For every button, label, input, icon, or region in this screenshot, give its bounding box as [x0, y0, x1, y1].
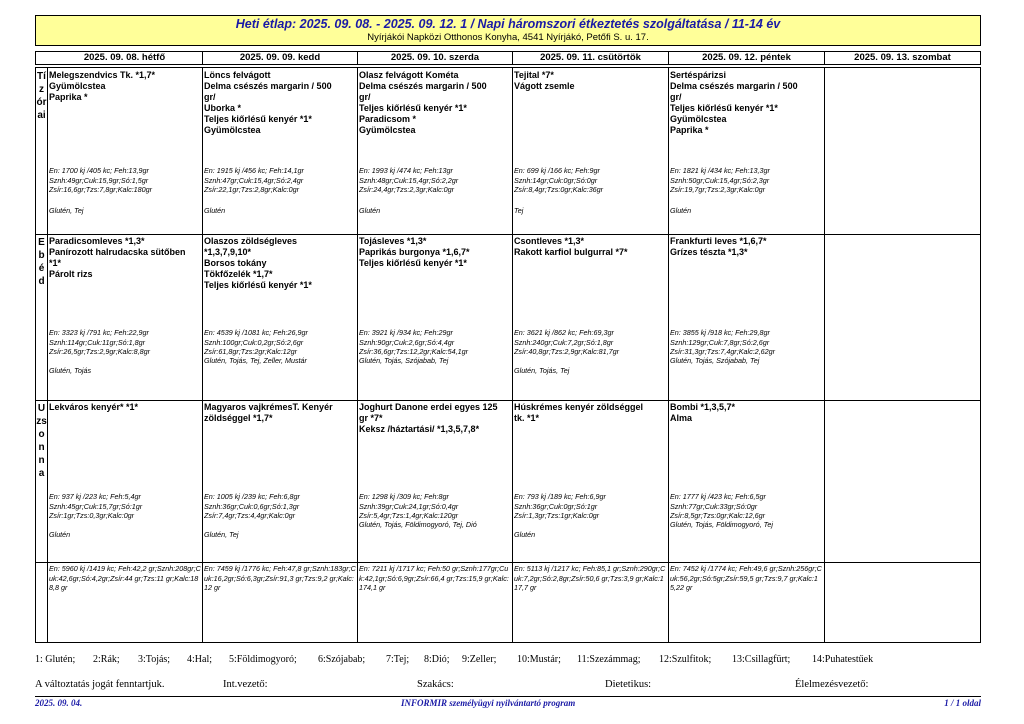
dish-text: Bombi *1,3,5,7* Alma [670, 402, 736, 423]
menu-header [35, 15, 981, 46]
menu-cell [514, 236, 667, 398]
signature-int-vezeto: Int.vezető: [223, 679, 268, 690]
allergen-text: Glutén, Tojás, Tej, Zeller, Mustár [204, 356, 307, 365]
allergen-text: Glutén [670, 206, 692, 215]
legend-item: 2:Rák; [93, 654, 120, 665]
menu-cell [670, 236, 823, 398]
nutrition-text: En: 3323 kj /791 kc; Feh:22,9gr Sznh:114gr;Cuk:11gr;Só:1,8gr Zsír:26,5gr;Tzs:2,9gr;Kalc:8,8gr [49, 328, 151, 356]
menu-cell [359, 402, 511, 560]
allergen-text: Glutén, Tej [49, 206, 84, 215]
daily-total-cell [359, 564, 511, 640]
legend-item: 4:Hal; [187, 654, 212, 665]
menu-cell [49, 236, 201, 398]
day-header-wednesday: 2025. 09. 10. szerda [357, 52, 512, 64]
legend-item: 14:Puhatestűek [812, 654, 874, 665]
page-number: 1 / 1 oldal [944, 698, 981, 708]
daily-total-cell [670, 564, 823, 640]
legend-item: 11:Szezámmag; [577, 654, 641, 665]
day-header-friday: 2025. 09. 12. péntek [668, 52, 824, 64]
footer-divider [35, 696, 981, 697]
menu-cell [204, 236, 356, 398]
page-footer [35, 698, 981, 710]
meal-label-uzsonna: Uzsonna [36, 403, 47, 479]
dish-text: Olasz felvágott Kométa Delma csészés margarin / 500 gr/ Teljes kiőrlésű kenyér *1* Paradicsom * Gyümölcstea [359, 70, 487, 135]
dish-text: Frankfurti leves *1,6,7* Grízes tészta *1,3* [670, 236, 767, 257]
allergen-text: Glutén, Tej [204, 530, 239, 539]
signature-szakacs: Szakács: [417, 679, 454, 690]
daily-total-cell [514, 564, 667, 640]
nutrition-text: En: 793 kj /189 kc; Feh:6,9gr Sznh:36gr;Cuk:0gr;Só:1gr Zsír:1,3gr;Tzs:1gr;Kalc:0gr [514, 492, 606, 520]
legend-item: 8:Dió; [424, 654, 450, 665]
dish-text: Olaszos zöldségleves *1,3,7,9,10* Borsos tokány Tökfőzelék *1,7* Teljes kiőrlésű kenyér *1* [204, 236, 312, 290]
nutrition-text: En: 1915 kj /456 kc; Feh:14,1gr Sznh:47gr;Cuk:15,4gr;Só:2,4gr Zsír:22,1gr;Tzs:2,8gr;Kalc:0gr [204, 166, 304, 194]
allergen-text: Glutén, Tojás, Földimogyoró, Tej [670, 520, 773, 529]
daily-total-text: En: 7459 kj /1776 kc; Feh:47,8 gr;Sznh:183gr;Cuk:16,2gr;Só:6,3gr;Zsír:91,3 gr;Tzs:9,2 gr;Kalc:12 gr [204, 564, 356, 592]
nutrition-text: En: 1005 kj /239 kc; Feh:6,8gr Sznh:36gr;Cuk:0,6gr;Só:1,3gr Zsír:7,4gr;Tzs:4,4gr;Kalc:0gr [204, 492, 300, 520]
menu-cell [359, 236, 511, 398]
menu-grid [35, 67, 981, 643]
menu-cell [670, 70, 823, 232]
nutrition-text: En: 1777 kj /423 kc; Feh:6,5gr Sznh:77gr;Cuk:33gr;Só:0gr Zsír:8,5gr;Tzs:0gr;Kalc:12,6gr [670, 492, 766, 520]
legend-item: 1: Glutén; [35, 654, 76, 665]
dish-text: Löncs felvágott Delma csészés margarin / 500 gr/ Uborka * Teljes kiőrlésű kenyér *1* Gyümölcstea [204, 70, 332, 135]
allergen-text: Glutén, Tojás, Szójabab, Tej [359, 356, 449, 365]
legend-item: 13:Csillagfürt; [732, 654, 791, 665]
day-header-tuesday: 2025. 09. 09. kedd [202, 52, 357, 64]
menu-cell [204, 70, 356, 232]
menu-cell [670, 402, 823, 560]
allergen-text: Glutén [514, 530, 536, 539]
signature-elelmezesvezeto: Élelmezésvezető: [795, 679, 869, 690]
menu-cell [514, 402, 667, 560]
day-header-row [35, 51, 981, 65]
allergen-text: Glutén, Tojás [49, 366, 92, 375]
dish-text: Joghurt Danone erdei egyes 125 gr *7* Keksz /háztartási/ *1,3,5,7,8* [359, 402, 498, 434]
menu-cell [49, 402, 201, 560]
legend-item: 5:Földimogyoró; [229, 654, 297, 665]
menu-cell [514, 70, 667, 232]
legend-item: 6:Szójabab; [318, 654, 366, 665]
allergen-legend [35, 654, 981, 668]
legend-item: 9:Zeller; [462, 654, 497, 665]
signature-row [35, 679, 981, 693]
dish-text: Tojásleves *1,3* Paprikás burgonya *1,6,7* Teljes kiőrlésű kenyér *1* [359, 236, 470, 268]
meal-label-ebed: Ebéd [38, 237, 45, 287]
menu-cell [204, 402, 356, 560]
menu-cell [49, 70, 201, 232]
daily-total-text: En: 7452 kj /1774 kc; Feh:49,6 gr;Sznh:256gr;Cuk:56,2gr;Só:5gr;Zsír:59,5 gr;Tzs:9,7 gr;Kalc:15,22 gr [670, 564, 822, 592]
nutrition-text: En: 3921 kj /934 kc; Feh:29gr Sznh:90gr;Cuk:2,6gr;Só:4,4gr Zsír:36,6gr;Tzs:12,2gr;Kalc:54,1gr [359, 328, 469, 356]
nutrition-text: En: 3855 kj /918 kc; Feh:29,8gr Sznh:129gr;Cuk:7,8gr;Só:2,6gr Zsír:31,3gr;Tzs:7,4gr;Kalc:2,62gr [670, 328, 776, 356]
legend-item: 3:Tojás; [138, 654, 171, 665]
dish-text: Magyaros vajkrémesT. Kenyér zöldséggel *1,7* [204, 402, 333, 423]
dish-text: Húskrémes kenyér zöldséggel tk. *1* [514, 402, 644, 423]
daily-total-cell [49, 564, 201, 640]
allergen-text: Glutén [359, 206, 381, 215]
menu-cell [359, 70, 511, 232]
daily-total-text: En: 7211 kj /1717 kc; Feh:50 gr;Sznh:177gr;Cuk:42,1gr;Só:6,9gr;Zsír:66,4 gr;Tzs:15,9 gr;Kalc:174,1 gr [359, 564, 509, 592]
daily-total-cell [204, 564, 356, 640]
nutrition-text: En: 1993 kj /474 kc; Feh:13gr Sznh:48gr;Cuk:15,4gr;Só:2,2gr Zsír:24,4gr;Tzs:2,3gr;Kalc:0gr [359, 166, 459, 194]
print-date: 2025. 09. 04. [35, 698, 83, 708]
dish-text: Tejital *7* Vágott zsemle [514, 70, 575, 91]
allergen-text: Glutén [49, 530, 71, 539]
nutrition-text: En: 3621 kj /862 kc; Feh:69,3gr Sznh:240gr;Cuk:7,2gr;Só:1,8gr Zsír:40,8gr;Tzs:2,9gr;Kalc:81,7gr [514, 328, 620, 356]
dish-text: Csontleves *1,3* Rakott karfiol bulgurral *7* [514, 236, 628, 257]
legend-item: 7:Tej; [386, 654, 410, 665]
legend-item: 12:Szulfitok; [659, 654, 712, 665]
allergen-text: Glutén, Tojás, Tej [514, 366, 570, 375]
legend-item: 10:Mustár; [517, 654, 561, 665]
day-header-monday: 2025. 09. 08. hétfő [83, 52, 166, 63]
daily-total-text: En: 5960 kj /1419 kc; Feh:42,2 gr;Sznh:208gr;Cuk:42,6gr;Só:4,2gr;Zsír:44 gr;Tzs:11 gr;Kalc:188,8 gr [49, 564, 201, 592]
allergen-text: Glutén [204, 206, 226, 215]
dish-text: Sertéspárizsi Delma csészés margarin / 500 gr/ Teljes kiőrlésű kenyér *1* Gyümölcstea Paprika * [670, 70, 798, 135]
nutrition-text: En: 937 kj /223 kc; Feh:5,4gr Sznh:45gr;Cuk:15,7gr;Só:1gr Zsír:1gr;Tzs:0,3gr;Kalc:0gr [49, 492, 143, 520]
kitchen-address: Nyírjákói Napközi Otthonos Konyha, 4541 Nyírjákó, Petőfi S. u. 17. [367, 32, 649, 43]
nutrition-text: En: 699 kj /166 kc; Feh:9gr Sznh:14gr;Cuk:0gr;Só:0gr Zsír:8,4gr;Tzs:0gr;Kalc:36gr [514, 166, 604, 194]
allergen-text: Glutén, Tojás, Földimogyoró, Tej, Dió [359, 520, 477, 529]
dish-text: Lekváros kenyér* *1* [49, 402, 139, 412]
nutrition-text: En: 1700 kj /405 kc; Feh:13,9gr Sznh:49gr;Cuk:15,9gr;Só:1,5gr Zsír:16,6gr;Tzs:7,8gr;Kalc:180gr [49, 166, 153, 194]
nutrition-text: En: 1298 kj /309 kc; Feh:8gr Sznh:39gr;Cuk:24,1gr;Só:0,4gr Zsír:5,4gr;Tzs:1,4gr;Kalc:120gr [359, 492, 459, 520]
dish-text: Paradicsomleves *1,3* Panírozott halrudacska sütőben *1* Párolt rizs [49, 236, 186, 279]
dish-text: Melegszendvics Tk. *1,7* Gyümölcstea Paprika * [49, 70, 156, 102]
nutrition-text: En: 4539 kj /1081 kc; Feh:26,9gr Sznh:100gr;Cuk:0,2gr;Só:2,6gr Zsír:61,8gr;Tzs:2gr;Kalc:12gr [204, 328, 308, 356]
day-header-saturday: 2025. 09. 13. szombat [824, 52, 980, 64]
meal-label-tizorai: Tízórai [36, 71, 47, 121]
rights-notice: A változtatás jogát fenntartjuk. [35, 679, 165, 690]
signature-dietetikus: Dietetikus: [605, 679, 652, 690]
allergen-text: Glutén, Tojás, Szójabab, Tej [670, 356, 760, 365]
daily-total-text: En: 5113 kj /1217 kc; Feh:85,1 gr;Sznh:290gr;Cuk:7,2gr;Só:2,8gr;Zsír:50,6 gr;Tzs:3,9 gr;Kalc:117,7 gr [514, 564, 666, 592]
menu-title: Heti étlap: 2025. 09. 08. - 2025. 09. 12. 1 / Napi háromszori étkeztetés szolgáltatása / 11-14 év [235, 17, 781, 31]
nutrition-text: En: 1821 kj /434 kc; Feh:13,3gr Sznh:50gr;Cuk:15,4gr;Só:2,3gr Zsír:19,7gr;Tzs:2,3gr;Kalc:0gr [670, 166, 770, 194]
allergen-text: Tej [514, 206, 524, 215]
day-header-thursday: 2025. 09. 11. csütörtök [512, 52, 668, 64]
program-name: INFORMIR személyügyi nyilvántartó program [401, 698, 576, 708]
